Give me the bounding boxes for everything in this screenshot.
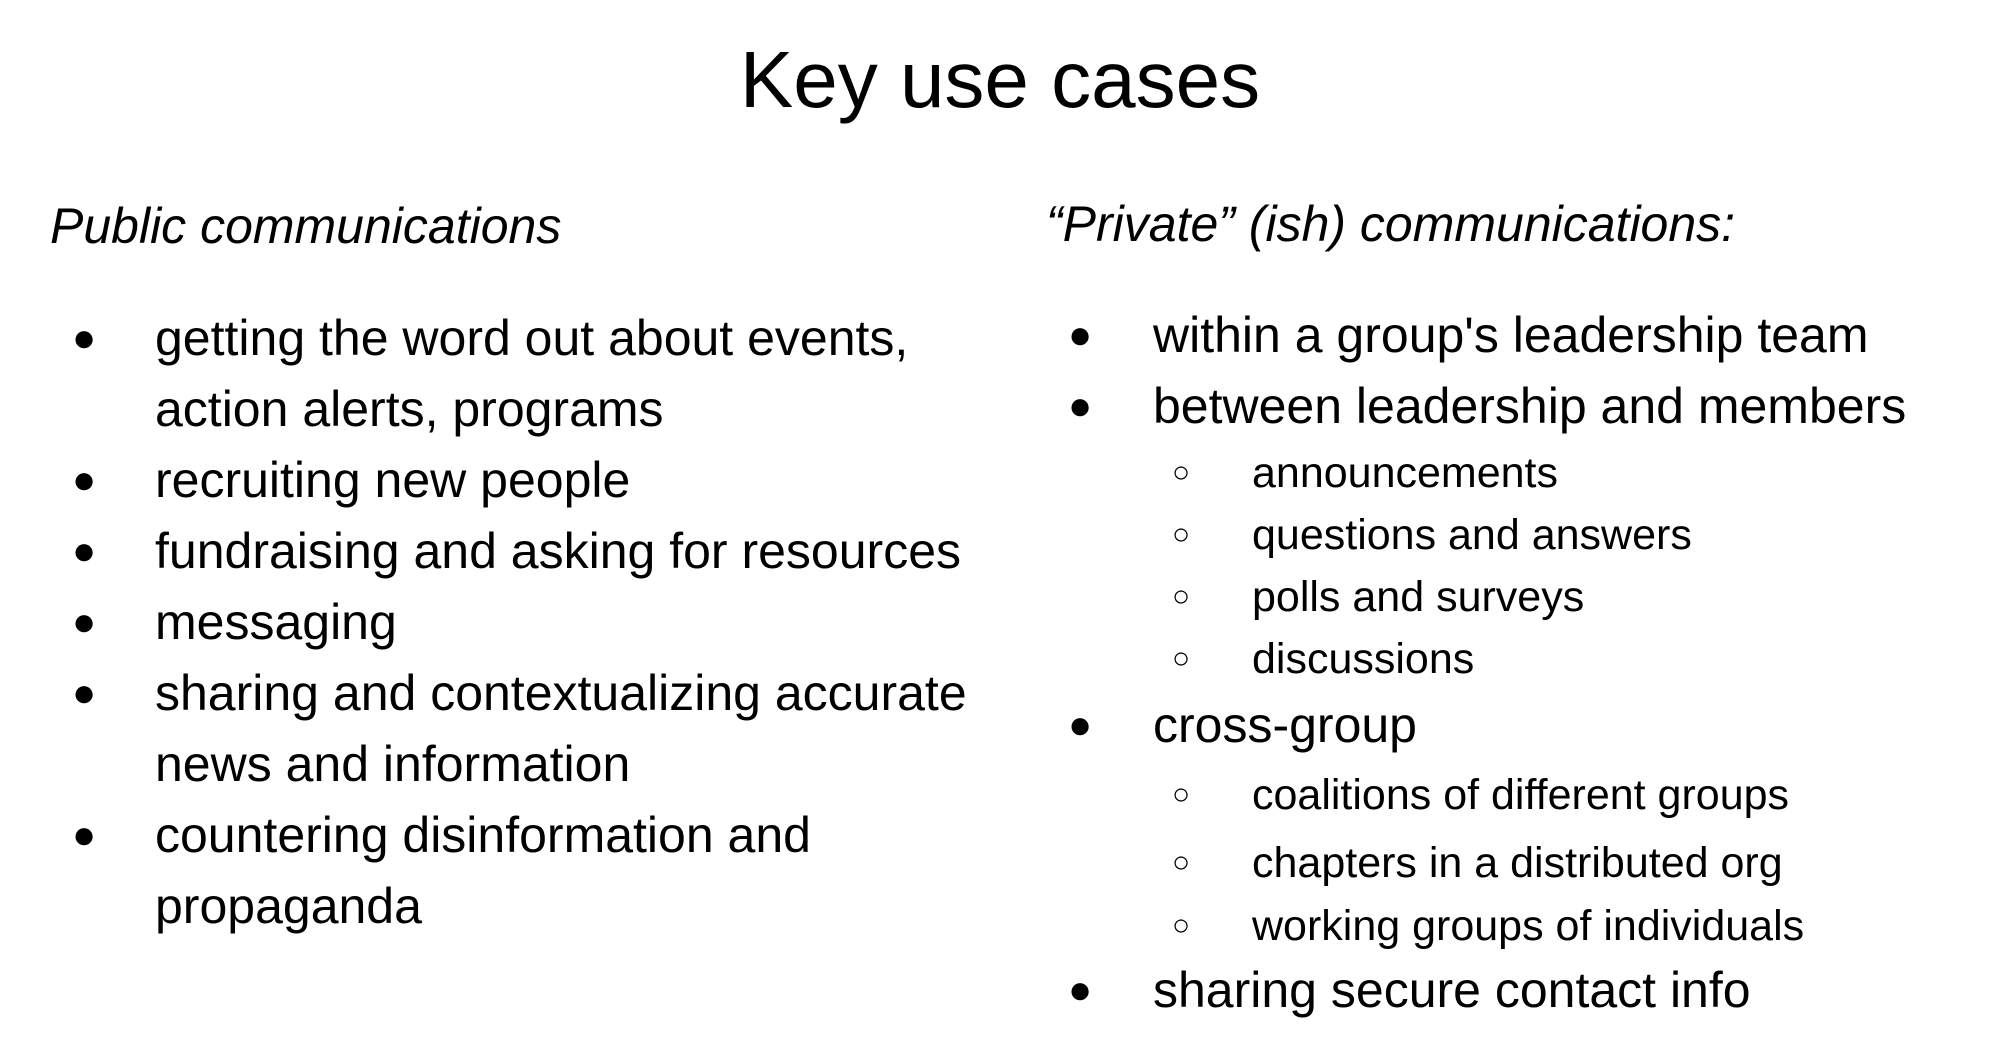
list-item-text: action alerts, programs (155, 381, 664, 437)
list-item (0, 303, 1040, 445)
list-item (1000, 300, 2000, 371)
bullet-icon: ● (1068, 313, 1093, 357)
bullet-icon: ● (1068, 968, 1093, 1012)
circle-bullet-icon: ○ (1172, 778, 1191, 811)
list-item-text: sharing and contextualizing accurate (155, 665, 967, 721)
list-item (1000, 690, 2000, 761)
circle-bullet-icon: ○ (1172, 909, 1191, 942)
list-item (0, 516, 1040, 587)
list-item-text: fundraising and asking for resources (155, 523, 962, 579)
list-item-text: countering disinformation and (155, 807, 811, 863)
sub-list-item-text: polls and surveys (1252, 573, 1585, 621)
circle-bullet-icon: ○ (1172, 846, 1191, 879)
list-item-text: sharing secure contact info (1153, 962, 1751, 1018)
list-item-text: within a group's leadership team (1153, 307, 1869, 363)
list-item (0, 587, 1040, 658)
list-item (1000, 371, 2000, 442)
sub-list-item-text: working groups of individuals (1252, 902, 1805, 950)
bullet-icon: ● (72, 316, 97, 360)
bullet-icon: ● (72, 458, 97, 502)
sub-list-item (1000, 761, 2000, 829)
list-item-text: cross-group (1153, 697, 1417, 753)
private-communications-list (1000, 300, 2000, 1026)
sub-list-item (1000, 566, 2000, 628)
list-item (1000, 955, 2000, 1026)
sub-list-item-text: questions and answers (1252, 511, 1692, 559)
list-item-text: propaganda (155, 878, 422, 934)
circle-bullet-icon: ○ (1172, 642, 1191, 675)
sub-list-item (1000, 628, 2000, 690)
sub-list-item-text: announcements (1252, 449, 1558, 497)
circle-bullet-icon: ○ (1172, 518, 1191, 551)
private-communications-heading: “Private” (ish) communications: (1046, 196, 1736, 252)
bullet-icon: ● (1068, 703, 1093, 747)
public-communications-list (0, 303, 1040, 942)
sub-list-item-text: coalitions of different groups (1252, 771, 1790, 819)
circle-bullet-icon: ○ (1172, 456, 1191, 489)
list-item-text: recruiting new people (155, 452, 631, 508)
list-item (0, 445, 1040, 516)
public-communications-heading: Public communications (50, 198, 562, 254)
circle-bullet-icon: ○ (1172, 580, 1191, 613)
slide-title: Key use cases (739, 35, 1261, 124)
sub-list-item-text: discussions (1252, 635, 1475, 683)
bullet-icon: ● (1068, 384, 1093, 428)
sub-list-item (1000, 829, 2000, 897)
bullet-icon: ● (72, 671, 97, 715)
bullet-icon: ● (72, 813, 97, 857)
list-item (0, 800, 1040, 942)
list-item-text: news and information (155, 736, 631, 792)
list-item-text: getting the word out about events, (155, 310, 909, 366)
list-item-text: between leadership and members (1153, 378, 1907, 434)
sub-list-item (1000, 897, 2000, 955)
bullet-icon: ● (72, 529, 97, 573)
bullet-icon: ● (72, 600, 97, 644)
sub-list-item-text: chapters in a distributed org (1252, 839, 1783, 887)
sub-list-item (1000, 504, 2000, 566)
sub-list-item (1000, 442, 2000, 504)
list-item-text: messaging (155, 594, 397, 650)
list-item (0, 658, 1040, 800)
